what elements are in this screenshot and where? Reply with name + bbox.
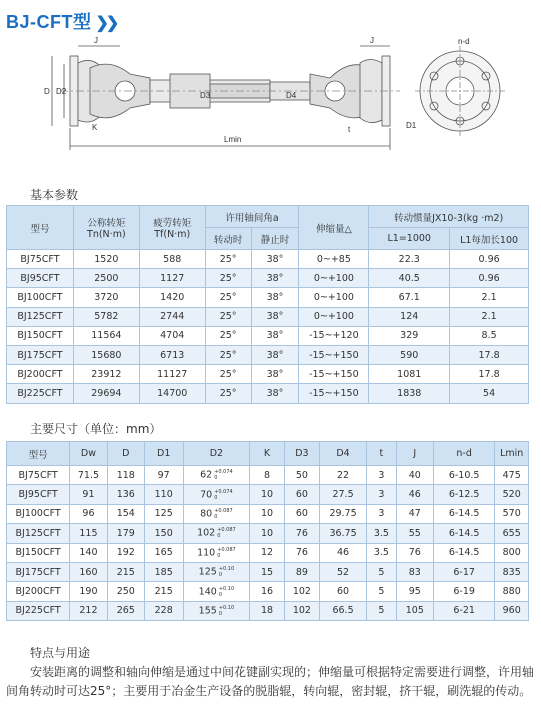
table-row — [7, 384, 529, 403]
table-cell: 23912 — [73, 365, 139, 384]
col-header: Lmin — [495, 442, 529, 466]
tolerance-lower: 0 — [217, 533, 221, 540]
table-cell: 25° — [205, 250, 251, 269]
table-cell: 40.5 — [369, 269, 450, 288]
table-cell — [183, 562, 250, 581]
table-cell: 0~+85 — [299, 250, 369, 269]
table-cell: 212 — [70, 601, 108, 620]
table-cell: 115 — [70, 524, 108, 543]
col-angle-static: 静止时 — [251, 228, 299, 250]
table-cell: 118 — [107, 466, 144, 485]
tolerance — [214, 489, 233, 501]
table-cell: BJ125CFT — [7, 524, 70, 543]
table-cell: 10 — [250, 485, 285, 504]
col-model: 型号 — [7, 206, 74, 250]
col-header: K — [250, 442, 285, 466]
basic-params-table — [6, 205, 529, 404]
table-cell — [183, 601, 250, 620]
label-d2: D2 — [56, 87, 67, 96]
label-j-right: J — [370, 36, 374, 45]
table-cell: 6-14.5 — [433, 504, 495, 523]
params-heading: 基本参数 — [30, 188, 79, 202]
table-cell: 38° — [251, 269, 299, 288]
table-cell: -15~+150 — [299, 345, 369, 364]
d2-value: 102 — [197, 527, 216, 539]
table-cell: BJ75CFT — [7, 250, 74, 269]
table-cell: 6-14.5 — [433, 543, 495, 562]
table-cell: 36.75 — [320, 524, 367, 543]
table-cell: 1838 — [369, 384, 450, 403]
d2-value: 80 — [200, 508, 213, 520]
table-cell: 60 — [284, 485, 319, 504]
tolerance-upper: +0.074 — [214, 469, 233, 476]
table-cell: BJ225CFT — [7, 601, 70, 620]
table-cell: 6-14.5 — [433, 524, 495, 543]
label-d1: D1 — [406, 121, 417, 130]
table-cell: 5 — [367, 562, 397, 581]
table-cell: 71.5 — [70, 466, 108, 485]
table-cell: 124 — [369, 307, 450, 326]
col-tn — [73, 206, 139, 250]
table-cell: 66.5 — [320, 601, 367, 620]
table-cell: BJ150CFT — [7, 543, 70, 562]
tolerance-upper: +0.10 — [218, 585, 235, 592]
table-row — [7, 250, 529, 269]
col-header: n-d — [433, 442, 495, 466]
table-cell: 25° — [205, 288, 251, 307]
col-header: J — [396, 442, 433, 466]
table-cell: 3.5 — [367, 524, 397, 543]
table-cell: 17.8 — [450, 365, 529, 384]
table-cell: 5 — [367, 601, 397, 620]
d2-value: 125 — [198, 566, 217, 578]
table-cell: 3720 — [73, 288, 139, 307]
table-cell: 588 — [139, 250, 205, 269]
label-d: D — [44, 87, 50, 96]
table-row — [7, 543, 529, 562]
d2-value: 140 — [198, 586, 217, 598]
table-row — [7, 504, 529, 523]
table-row — [7, 562, 529, 581]
table-cell: BJ175CFT — [7, 562, 70, 581]
tolerance-upper: +0.10 — [218, 566, 235, 573]
table-cell: 38° — [251, 307, 299, 326]
table-cell: 60 — [320, 582, 367, 601]
table-cell: 11564 — [73, 326, 139, 345]
table-cell: 6-21 — [433, 601, 495, 620]
table-cell: 11127 — [139, 365, 205, 384]
table-cell — [183, 466, 250, 485]
table-row — [7, 365, 529, 384]
table-cell: 136 — [107, 485, 144, 504]
tolerance — [214, 469, 233, 481]
col-header: Dw — [70, 442, 108, 466]
table-cell: 102 — [284, 582, 319, 601]
table-cell: 25° — [205, 326, 251, 345]
table-cell: 215 — [144, 582, 183, 601]
table-cell: 96 — [70, 504, 108, 523]
table-cell: 228 — [144, 601, 183, 620]
table-cell: 16 — [250, 582, 285, 601]
tolerance-lower: 0 — [218, 572, 222, 579]
table-cell — [183, 504, 250, 523]
table-cell: 0.96 — [450, 269, 529, 288]
table-cell: 17.8 — [450, 345, 529, 364]
table-cell: 250 — [107, 582, 144, 601]
d2-value: 62 — [200, 469, 213, 481]
table-cell: BJ125CFT — [7, 307, 74, 326]
double-chevron-icon: ❯❯ — [95, 15, 117, 32]
table-cell: 0~+100 — [299, 269, 369, 288]
table-cell: 76 — [284, 524, 319, 543]
table-cell: BJ200CFT — [7, 365, 74, 384]
table-cell: 38° — [251, 365, 299, 384]
table-cell: 2.1 — [450, 307, 529, 326]
dims-heading: 主要尺寸（单位：mm） — [30, 422, 162, 436]
table-cell: 91 — [70, 485, 108, 504]
label-nd: n-d — [458, 37, 470, 46]
table-cell: 89 — [284, 562, 319, 581]
tolerance-upper: +0.074 — [214, 488, 233, 495]
tolerance — [217, 547, 236, 559]
table-cell: 38° — [251, 384, 299, 403]
table-cell: 18 — [250, 601, 285, 620]
table-cell: 12 — [250, 543, 285, 562]
tolerance — [219, 586, 234, 598]
table-cell: BJ100CFT — [7, 504, 70, 523]
table-cell: 22.3 — [369, 250, 450, 269]
table-cell: BJ75CFT — [7, 466, 70, 485]
table-cell: 0~+100 — [299, 307, 369, 326]
table-cell: -15~+120 — [299, 326, 369, 345]
table-cell: 25° — [205, 307, 251, 326]
col-tf — [139, 206, 205, 250]
table-row — [7, 485, 529, 504]
table-cell: 40 — [396, 466, 433, 485]
table-cell: 5 — [367, 582, 397, 601]
table-cell — [183, 582, 250, 601]
col-inertia: 转动惯量JX10-3(kg ·m2) — [369, 206, 529, 228]
table-cell: 67.1 — [369, 288, 450, 307]
table-cell: 6-19 — [433, 582, 495, 601]
tolerance — [214, 508, 233, 520]
table-cell: 190 — [70, 582, 108, 601]
table-cell: 0.96 — [450, 250, 529, 269]
col-header: D4 — [320, 442, 367, 466]
table-cell: 46 — [320, 543, 367, 562]
label-d3: D3 — [200, 91, 211, 100]
table-cell: 105 — [396, 601, 433, 620]
table-row — [7, 345, 529, 364]
table-row — [7, 582, 529, 601]
table-cell: 835 — [495, 562, 529, 581]
table-cell: 192 — [107, 543, 144, 562]
table-cell: 1127 — [139, 269, 205, 288]
table-cell — [183, 485, 250, 504]
table-cell: 329 — [369, 326, 450, 345]
table-cell: BJ95CFT — [7, 269, 74, 288]
table-cell: 154 — [107, 504, 144, 523]
table-cell: 25° — [205, 269, 251, 288]
table-cell: 1081 — [369, 365, 450, 384]
col-angle-run: 转动时 — [205, 228, 251, 250]
tolerance-lower: 0 — [218, 610, 222, 617]
tolerance-upper: +0.087 — [217, 546, 236, 553]
title-text: BJ-CFT型 — [6, 12, 92, 32]
table-cell: 52 — [320, 562, 367, 581]
table-cell: 97 — [144, 466, 183, 485]
tolerance-upper: +0.087 — [217, 527, 236, 534]
table-row — [7, 307, 529, 326]
label-k: K — [92, 123, 98, 132]
tolerance-upper: +0.087 — [214, 507, 233, 514]
table-cell: 2.1 — [450, 288, 529, 307]
table-row — [7, 326, 529, 345]
tolerance — [217, 527, 236, 539]
table-cell: 95 — [396, 582, 433, 601]
table-cell: 6713 — [139, 345, 205, 364]
table-row — [7, 288, 529, 307]
table-cell: 15680 — [73, 345, 139, 364]
table-cell: 102 — [284, 601, 319, 620]
col-l1add: L1每加长100 — [450, 228, 529, 250]
table-cell: BJ150CFT — [7, 326, 74, 345]
d2-value: 110 — [197, 547, 216, 559]
table-cell: 8 — [250, 466, 285, 485]
features-text: 安装距离的调整和轴向伸缩是通过中间花键副实现的；伸缩量可根据特定需要进行调整，许用轴间角转动时可达25°；主要用于冶金生产设备的脱脂辊，转向辊，密封辊，挤干辊，刷洗辊的传动。 — [6, 665, 535, 698]
table-cell: BJ225CFT — [7, 384, 74, 403]
table-cell: 265 — [107, 601, 144, 620]
table-cell: 29694 — [73, 384, 139, 403]
col-l1: L1=1000 — [369, 228, 450, 250]
table-cell: 10 — [250, 524, 285, 543]
table-cell: 29.75 — [320, 504, 367, 523]
table-cell: 25° — [205, 365, 251, 384]
coupling-drawing — [30, 28, 520, 173]
d2-value: 155 — [198, 605, 217, 617]
table-cell: 38° — [251, 345, 299, 364]
table-cell: 520 — [495, 485, 529, 504]
table-cell: -15~+150 — [299, 384, 369, 403]
table-cell: 3 — [367, 504, 397, 523]
table-cell: 880 — [495, 582, 529, 601]
tolerance — [219, 566, 234, 578]
col-tn-label: 公称转矩 Tn(N·m) — [87, 218, 126, 240]
table-cell: 185 — [144, 562, 183, 581]
table-cell: 6-12.5 — [433, 485, 495, 504]
table-cell: 4704 — [139, 326, 205, 345]
table-cell: 60 — [284, 504, 319, 523]
table-cell: 8.5 — [450, 326, 529, 345]
table-cell: 590 — [369, 345, 450, 364]
table-cell: 14700 — [139, 384, 205, 403]
table-cell — [183, 524, 250, 543]
table-cell: 6-10.5 — [433, 466, 495, 485]
table-cell: 3.5 — [367, 543, 397, 562]
table-cell: 2500 — [73, 269, 139, 288]
table-cell: 160 — [70, 562, 108, 581]
col-header: t — [367, 442, 397, 466]
table-cell: 22 — [320, 466, 367, 485]
col-stretch: 伸缩量△ — [299, 206, 369, 250]
table-cell: BJ200CFT — [7, 582, 70, 601]
table-cell: 125 — [144, 504, 183, 523]
table-cell: 54 — [450, 384, 529, 403]
table-row — [7, 524, 529, 543]
table-cell: 165 — [144, 543, 183, 562]
tolerance-upper: +0.10 — [218, 604, 235, 611]
table-row — [7, 466, 529, 485]
tolerance-lower: 0 — [214, 513, 218, 520]
table-cell: 2744 — [139, 307, 205, 326]
table-cell: 46 — [396, 485, 433, 504]
table-cell: 83 — [396, 562, 433, 581]
col-header: D — [107, 442, 144, 466]
col-header: D3 — [284, 442, 319, 466]
table-cell: 0~+100 — [299, 288, 369, 307]
table-cell: 27.5 — [320, 485, 367, 504]
table-cell: 25° — [205, 384, 251, 403]
d2-value: 70 — [200, 489, 213, 501]
table-cell: 76 — [284, 543, 319, 562]
label-d4: D4 — [286, 91, 297, 100]
table-cell: BJ100CFT — [7, 288, 74, 307]
table-cell: 47 — [396, 504, 433, 523]
table-cell: 15 — [250, 562, 285, 581]
col-angle: 许用轴间角a — [205, 206, 299, 228]
col-tf-label: 疲劳转矩 Tf(N·m) — [153, 218, 192, 240]
tolerance-lower: 0 — [217, 552, 221, 559]
table-cell: BJ95CFT — [7, 485, 70, 504]
table-cell: 150 — [144, 524, 183, 543]
table-cell: 38° — [251, 288, 299, 307]
dimensions-table — [6, 441, 529, 621]
label-j-left: J — [94, 36, 98, 45]
table-cell: 3 — [367, 466, 397, 485]
table-cell: -15~+150 — [299, 365, 369, 384]
table-cell: 655 — [495, 524, 529, 543]
table-row — [7, 269, 529, 288]
table-cell: 179 — [107, 524, 144, 543]
tolerance-lower: 0 — [218, 591, 222, 598]
table-cell: 10 — [250, 504, 285, 523]
table-cell: 55 — [396, 524, 433, 543]
table-cell: 50 — [284, 466, 319, 485]
col-header: D2 — [183, 442, 250, 466]
table-cell: 5782 — [73, 307, 139, 326]
table-cell: 800 — [495, 543, 529, 562]
table-cell: 215 — [107, 562, 144, 581]
table-cell: 140 — [70, 543, 108, 562]
table-cell: BJ175CFT — [7, 345, 74, 364]
table-cell — [183, 543, 250, 562]
table-row — [7, 601, 529, 620]
table-cell: 570 — [495, 504, 529, 523]
table-cell: 76 — [396, 543, 433, 562]
features-heading: 特点与用途 — [30, 646, 91, 660]
table-cell: 38° — [251, 250, 299, 269]
table-cell: 960 — [495, 601, 529, 620]
tolerance — [219, 605, 234, 617]
table-cell: 475 — [495, 466, 529, 485]
table-cell: 3 — [367, 485, 397, 504]
table-cell: 110 — [144, 485, 183, 504]
label-t: t — [348, 125, 351, 134]
col-header: D1 — [144, 442, 183, 466]
table-cell: 6-17 — [433, 562, 495, 581]
table-cell: 1520 — [73, 250, 139, 269]
table-cell: 1420 — [139, 288, 205, 307]
tolerance-lower: 0 — [214, 475, 218, 482]
tolerance-lower: 0 — [214, 494, 218, 501]
col-header: 型号 — [7, 442, 70, 466]
table-cell: 25° — [205, 345, 251, 364]
table-cell: 38° — [251, 326, 299, 345]
label-lmin: Lmin — [224, 135, 242, 144]
